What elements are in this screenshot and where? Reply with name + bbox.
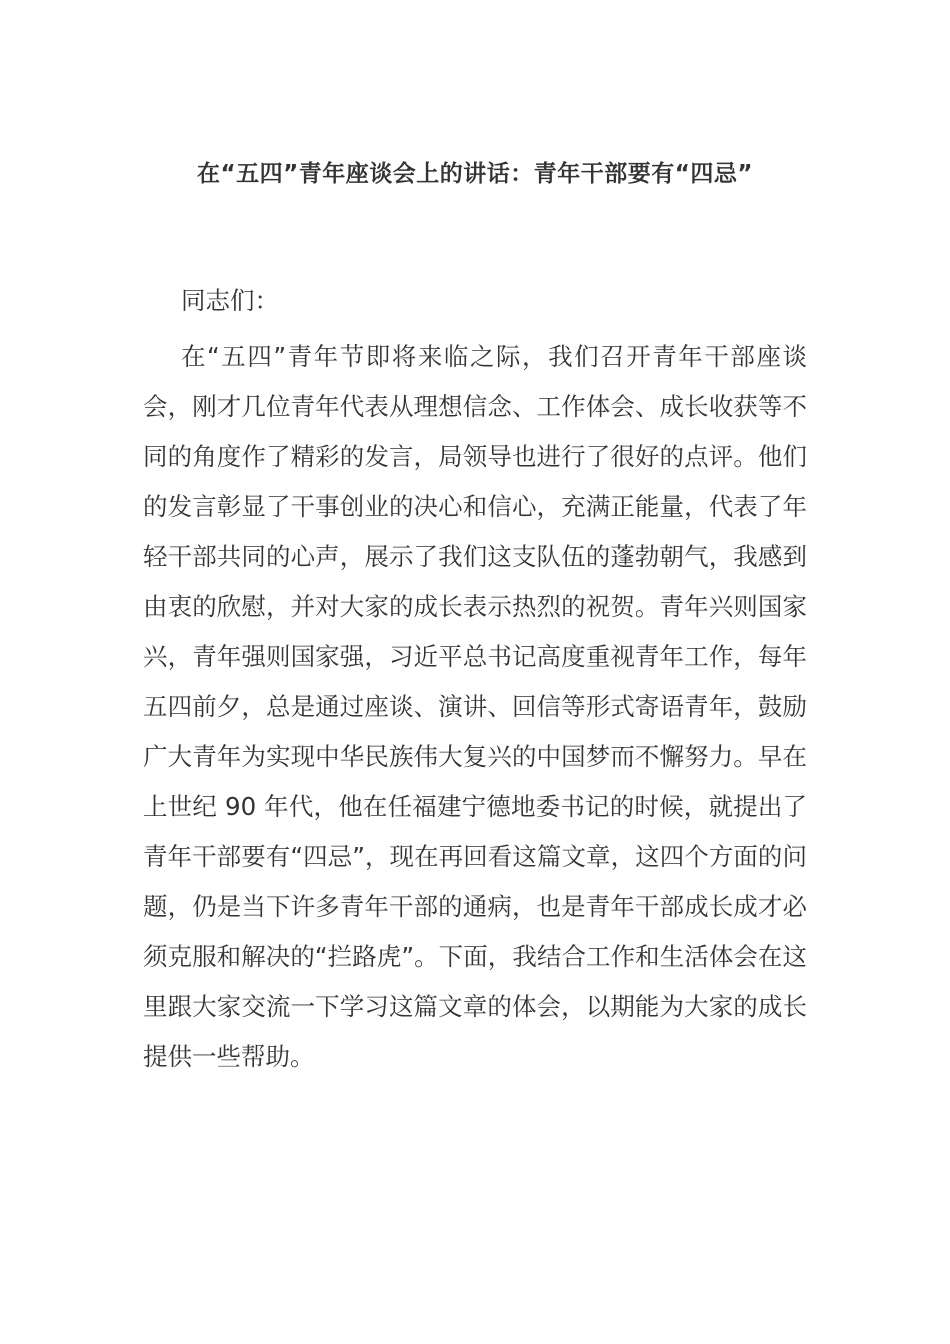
document-title: 在“五四”青年座谈会上的讲话：青年干部要有“四忌” [197,161,753,187]
document-body [143,276,807,1082]
body-paragraph: 在“五四”青年节即将来临之际，我们召开青年干部座谈会，刚才几位青年代表从理想信念、工作体会、成长收获等不同的角度作了精彩的发言，局领导也进行了很好的点评。他们的发言彰显了干事创业的决心和信心，充满正能量，代表了年轻干部共同的心声，展示了我们这支队伍的蓬勃朝气，我感到由衷的欣慰，并对大家的成长表示热烈的祝贺。青年兴则国家兴，青年强则国家强，习近平总书记高度重视青年工作，每年五四前夕，总是通过座谈、演讲、回信等形式寄语青年，鼓励广大青年为实现中华民族伟大复兴的中国梦而不懈努力。早在上世纪 90 年代，他在任福建宁德地委书记的时候，就提出了青年干部要有“四忌”，现在再回看这篇文章，这四个方面的问题，仍是当下许多青年干部的通病，也是青年干部成长成才必须克服和解决的“拦路虎”。下面，我结合工作和生活体会在这里跟大家交流一下学习这篇文章的体会，以期能为大家的成长提供一些帮助。 [143,342,807,1071]
salutation: 同志们： [181,286,279,315]
